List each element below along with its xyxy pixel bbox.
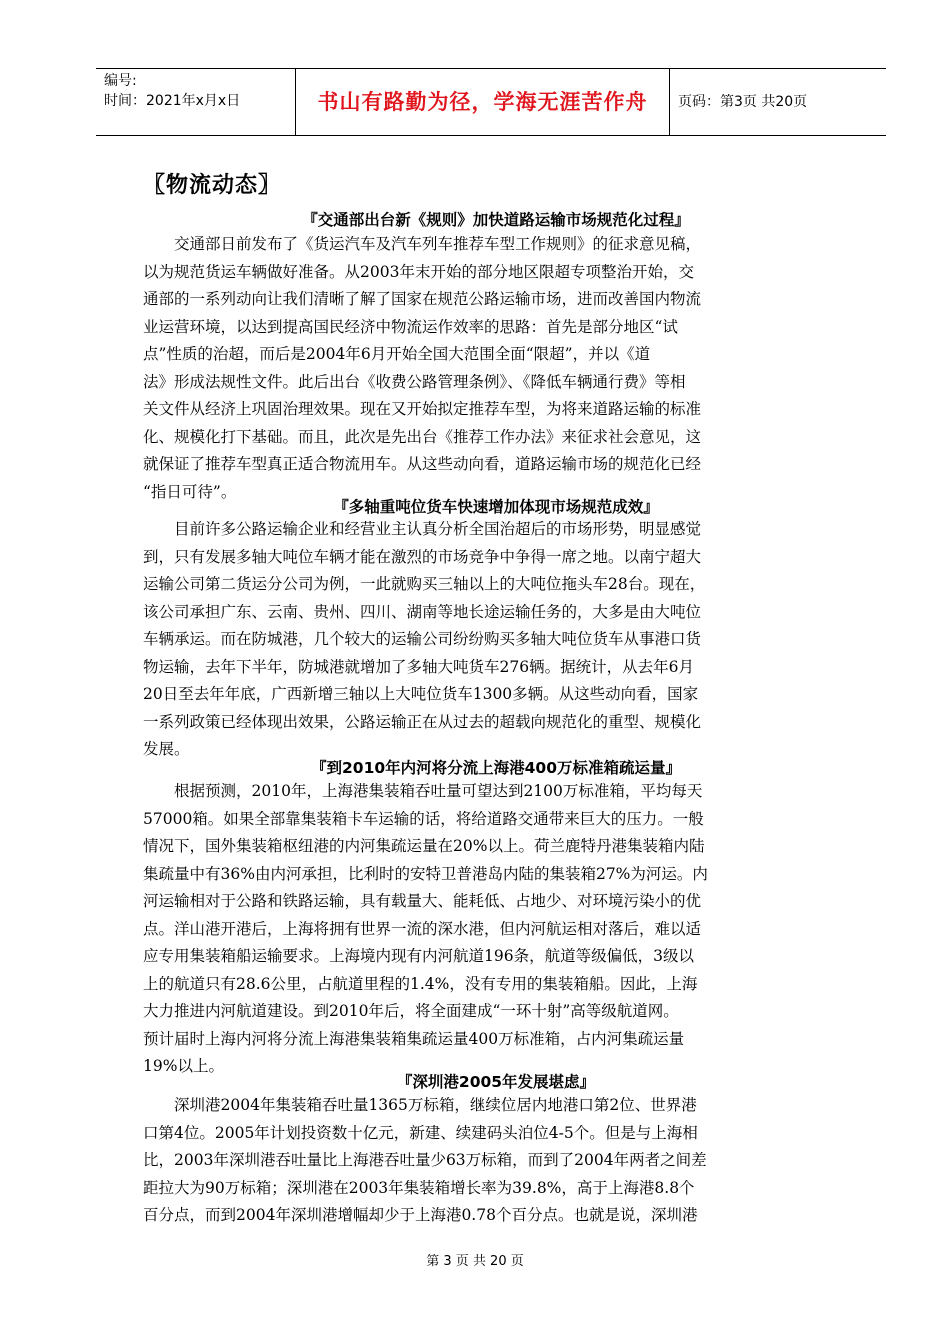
body-line: 以为规范货运车辆做好准备。从2003年末开始的部分地区限超专项整治开始，交: [143, 262, 694, 281]
body-line: 20日至去年年底，广西新增三轴以上大吨位货车1300多辆。从这些动向看，国家: [143, 685, 699, 703]
body-line: 应专用集装箱船运输要求。上海境内现有内河航道196条，航道等级偏低，3级以: [143, 947, 694, 965]
body-line: “指日可待”。: [143, 482, 237, 501]
body-line: 运输公司第二货运分公司为例，一此就购买三轴以上的大吨位拖头车28台。现在，: [143, 575, 706, 593]
body-line: 57000箱。如果全部靠集装箱卡车运输的话，将给道路交通带来巨大的压力。一般: [143, 809, 704, 828]
body-line: 业运营环境，以达到提高国民经济中物流运作效率的思路：首先是部分地区“试: [143, 317, 678, 336]
body-line: 深圳港2004年集装箱吞吐量1365万标箱，继续位居内地港口第2位、世界港: [143, 1096, 697, 1114]
body-line: 百分点，而到2004年深圳港增幅却少于上海港0.78个百分点。也就是说，深圳港: [143, 1206, 698, 1224]
body-line: 河运输相对于公路和铁路运输，具有载量大、能耗低、占地少、对环境污染小的优: [143, 892, 702, 910]
body-line: 化、规模化打下基础。而且，此次是先出台《推荐工作办法》来征求社会意见，这: [143, 427, 702, 446]
page-header: [96, 68, 886, 136]
article-body-4: [143, 1092, 849, 1230]
body-line: 关文件从经济上巩固治理效果。现在又开始拟定推荐车型，为将来道路运输的标准: [143, 400, 702, 418]
body-line: 发展。: [143, 740, 190, 758]
body-line: 上的航道只有28.6公里，占航道里程的1.4%，没有专用的集装箱船。因此，上海: [143, 974, 698, 993]
body-line: 就保证了推荐车型真正适合物流用车。从这些动向看，道路运输市场的规范化已经: [143, 455, 702, 473]
section-title: 〖物流动态〗: [143, 172, 282, 198]
serial-label: 编号:: [104, 73, 137, 89]
article-title-2: 『多轴重吨位货车快速增加体现市场规范成效』: [333, 498, 659, 516]
header-motto: 书山有路勤为径，学海无涯苦作舟: [296, 69, 670, 135]
body-line: 集疏量中有36%由内河承担，比利时的安特卫普港岛内陆的集装箱27%为河运。内: [143, 864, 708, 883]
body-line: 大力推进内河航道建设。到2010年后，将全面建成“一环十射”高等级航道网。: [143, 1002, 679, 1020]
body-line: 比，2003年深圳港吞吐量比上海港吞吐量少63万标箱，而到了2004年两者之间差: [143, 1151, 707, 1169]
article-body-3: [143, 778, 849, 1081]
body-line: 通部的一系列动向让我们清晰了解了国家在规范公路运输市场，进而改善国内物流: [143, 290, 702, 308]
body-line: 物运输，去年下半年，防城港就增加了多轴大吨货车276辆。据统计，从去年6月: [143, 657, 694, 676]
body-line: 一系列政策已经体现出效果，公路运输正在从过去的超载向规范化的重型、规模化: [143, 712, 702, 731]
body-line: 到，只有发展多轴大吨位车辆才能在激烈的市场竞争中争得一席之地。以南宁超大: [143, 547, 702, 566]
body-line: 19%以上。: [143, 1057, 224, 1075]
header-meta: [96, 69, 296, 135]
body-line: 根据预测，2010年，上海港集装箱吞吐量可望达到2100万标准箱，平均每天: [143, 782, 703, 800]
body-line: 距拉大为90万标箱；深圳港在2003年集装箱增长率为39.8%，高于上海港8.8个: [143, 1178, 695, 1197]
article-body-1: [143, 231, 849, 506]
body-line: 目前许多公路运输企业和经营业主认真分析全国治超后的市场形势，明显感觉: [143, 520, 702, 538]
body-line: 法》形成法规性文件。此后出台《收费公路管理条例》、《降低车辆通行费》等相: [143, 372, 686, 391]
article-body-2: [143, 516, 849, 764]
time-label: 时间：2021年x月x日: [104, 93, 241, 109]
body-line: 点”性质的治超，而后是2004年6月开始全国大范围全面“限超”，并以《道: [143, 345, 651, 363]
body-line: 交通部日前发布了《货运汽车及汽车列车推荐车型工作规则》的征求意见稿，: [143, 235, 702, 253]
page-footer: 第 3 页 共 20 页: [426, 1254, 524, 1269]
body-line: 车辆承运。而在防城港，几个较大的运输公司纷纷购买多轴大吨位货车从事港口货: [143, 630, 702, 648]
body-line: 预计届时上海内河将分流上海港集装箱集疏运量400万标准箱，占内河集疏运量: [143, 1029, 685, 1048]
article-title-1: 『交通部出台新《规则》加快道路运输市场规范化过程』: [302, 211, 690, 229]
header-page-label: 页码：第3页 共20页: [678, 94, 808, 110]
body-line: 口第4位。2005年计划投资数十亿元，新建、续建码头泊位4-5个。但是与上海相: [143, 1123, 698, 1142]
body-line: 该公司承担广东、云南、贵州、四川、湖南等地长途运输任务的，大多是由大吨位: [143, 602, 702, 621]
article-title-3: 『到2010年内河将分流上海港400万标准箱疏运量』: [311, 759, 681, 777]
body-line: 情况下，国外集装箱枢纽港的内河集疏运量在20%以上。荷兰鹿特丹港集装箱内陆: [143, 837, 705, 855]
body-line: 点。洋山港开港后，上海将拥有世界一流的深水港，但内河航运相对落后，难以适: [143, 919, 702, 938]
article-title-4: 『深圳港2005年发展堪虑』: [396, 1073, 596, 1091]
